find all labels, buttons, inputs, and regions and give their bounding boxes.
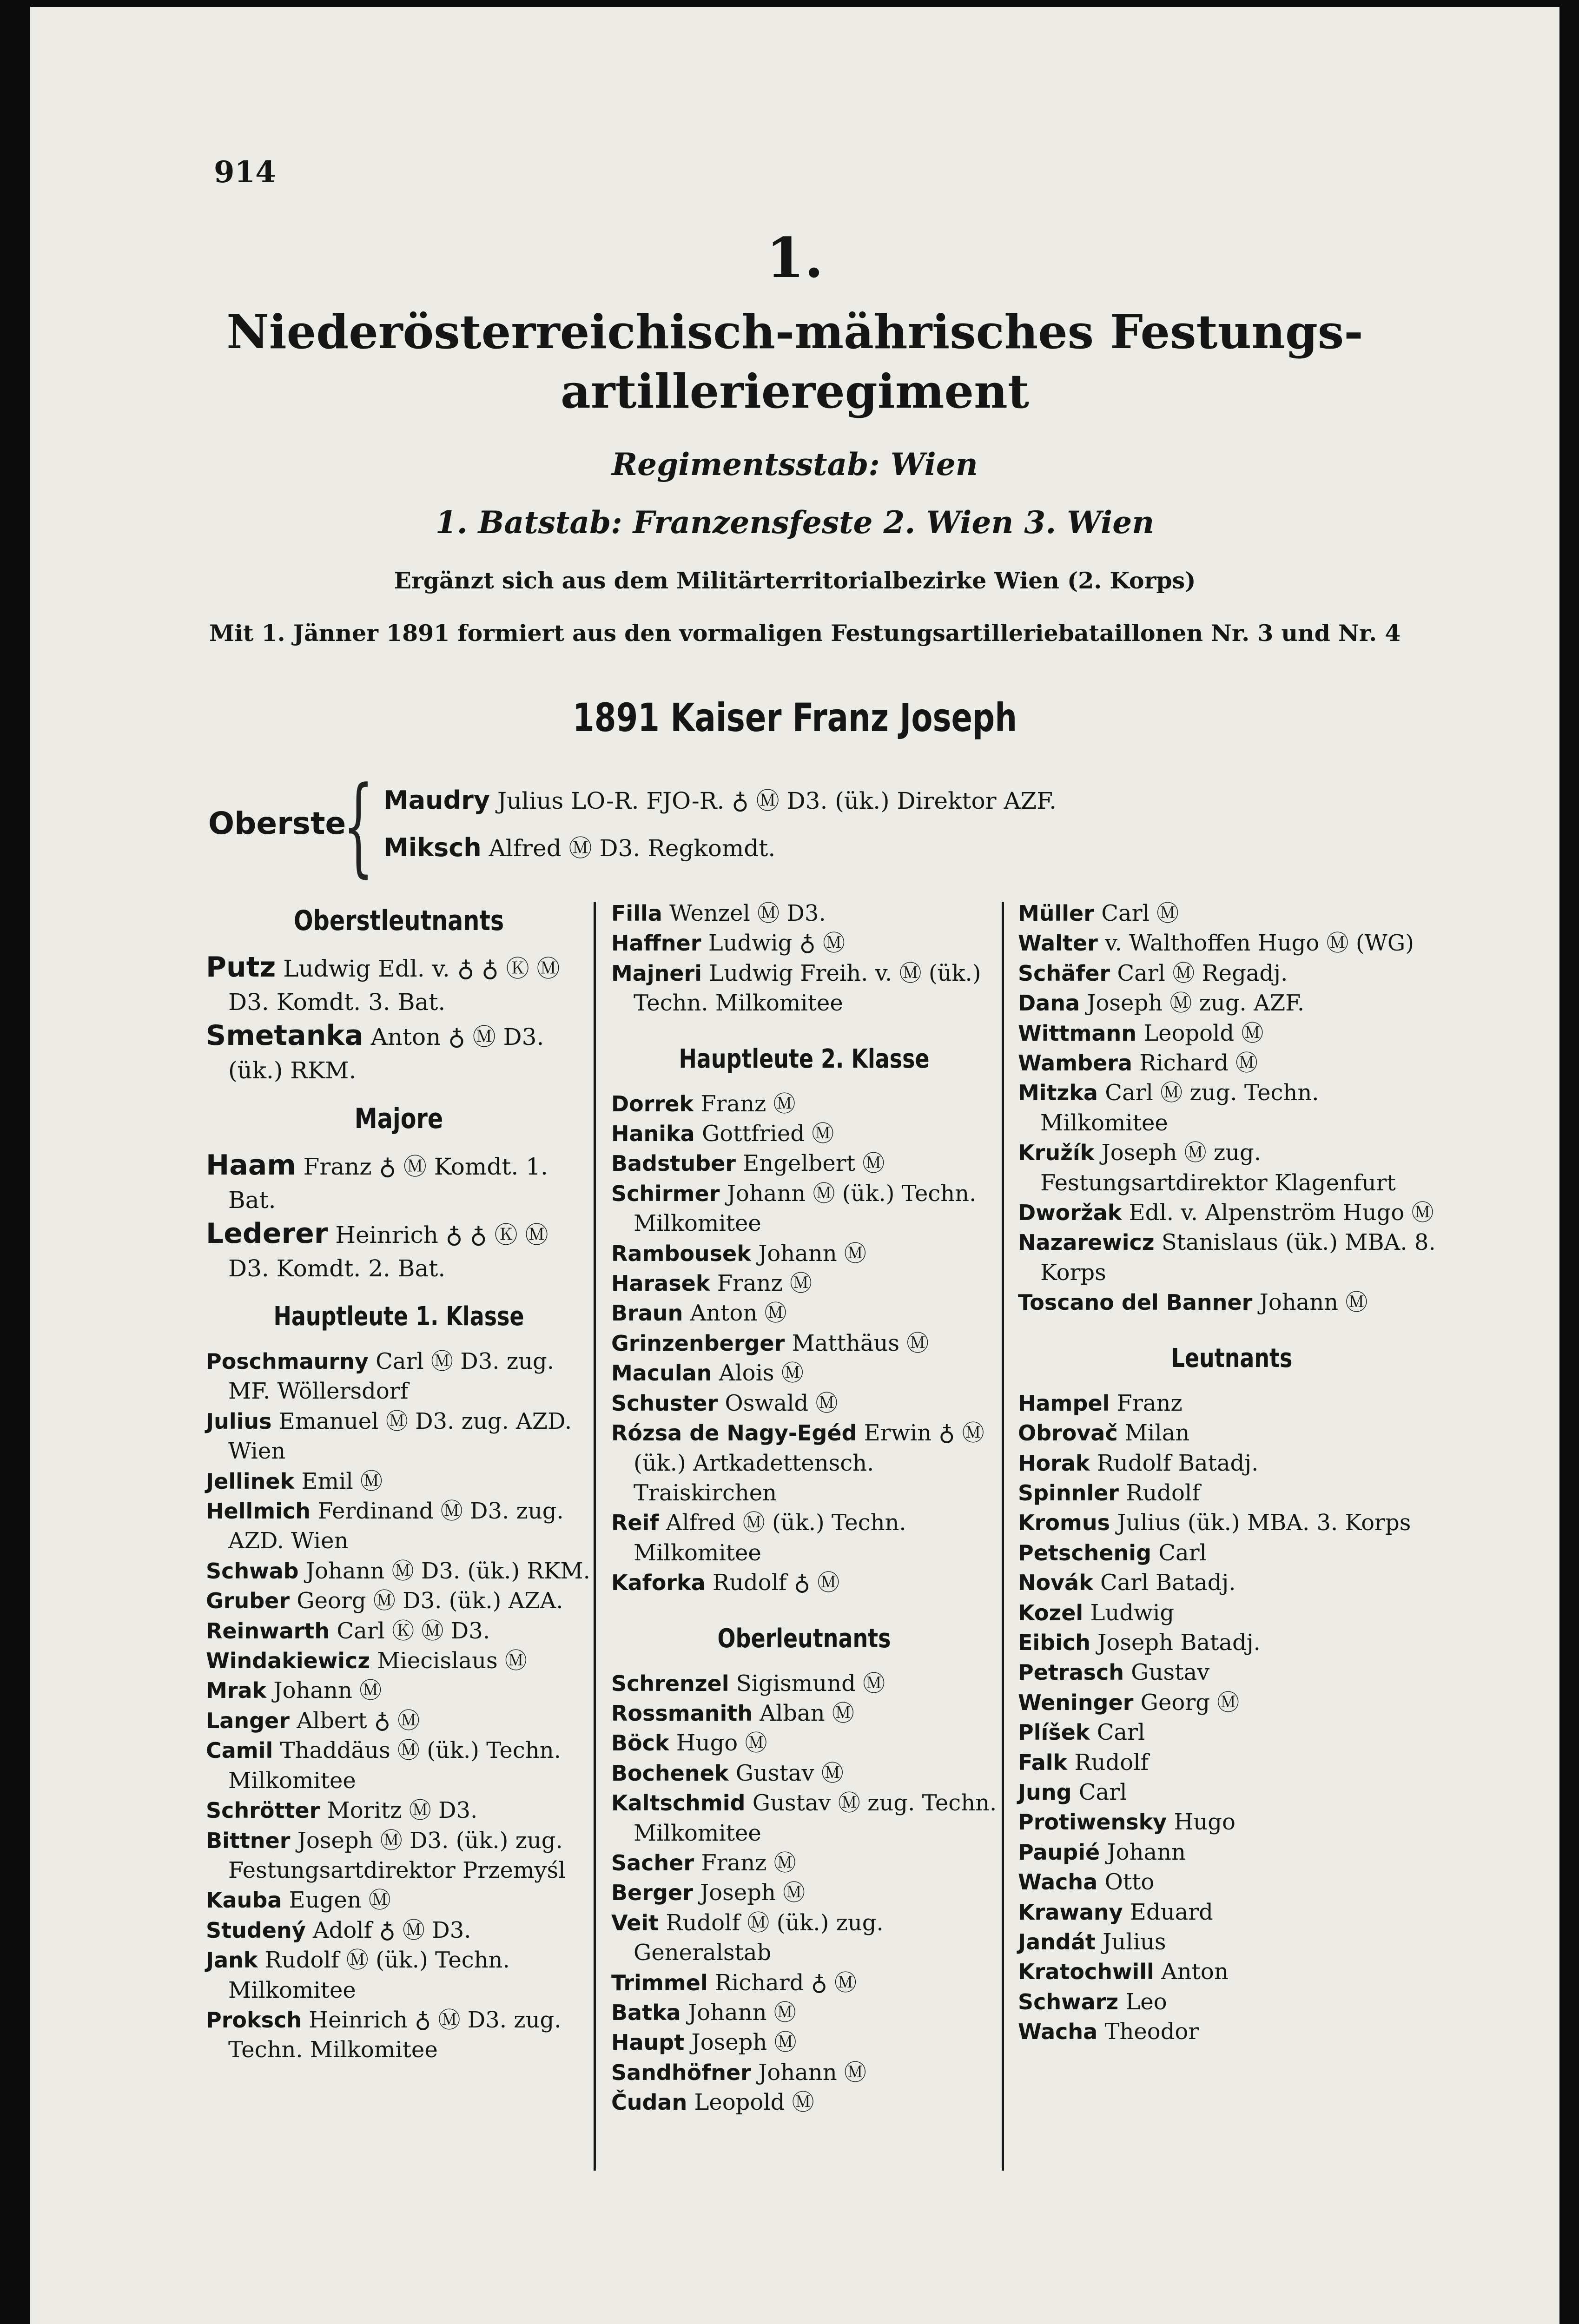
entry-name: Obrovač bbox=[1018, 1420, 1118, 1446]
entry-detail: Emanuel Ⓜ D3. zug. AZD. Wien bbox=[228, 1408, 572, 1465]
list-item bbox=[611, 1698, 997, 1728]
entry-name: Petrasch bbox=[1018, 1660, 1124, 1685]
entry-name: Mitzka bbox=[1018, 1080, 1098, 1106]
list-item bbox=[611, 1669, 997, 1698]
list-oberleutnants bbox=[611, 1669, 997, 2118]
entry-name: Mrak bbox=[206, 1678, 267, 1703]
entry-name: Schrenzel bbox=[611, 1670, 729, 1696]
entry-name: Putz bbox=[206, 951, 276, 984]
entry-detail: Engelbert Ⓜ bbox=[743, 1150, 885, 1177]
entry-detail: Alban Ⓜ bbox=[760, 1700, 854, 1726]
entry-name: Falk bbox=[1018, 1750, 1068, 1775]
list-item bbox=[206, 1149, 592, 1217]
entry-name: Trimmel bbox=[611, 1970, 708, 1995]
list-item bbox=[1018, 1987, 1446, 2017]
entry-name: Schwarz bbox=[1018, 1989, 1119, 2014]
list-item bbox=[206, 1826, 592, 1886]
entry-name: Maudry bbox=[383, 786, 490, 815]
entry-name: Studený bbox=[206, 1917, 306, 1943]
list-item bbox=[206, 1406, 592, 1466]
entry-name: Novák bbox=[1018, 1570, 1093, 1596]
list-item bbox=[1018, 1418, 1446, 1448]
entry-detail: Georg Ⓜ D3. (ük.) AZA. bbox=[297, 1588, 563, 1614]
entry-name: Windakiewicz bbox=[206, 1648, 370, 1674]
entry-detail: Johann Ⓜ bbox=[1259, 1289, 1368, 1316]
list-item bbox=[611, 1998, 997, 2027]
entry-name: Badstuber bbox=[611, 1151, 736, 1176]
entry-name: Hanika bbox=[611, 1121, 695, 1147]
entry-name: Reinwarth bbox=[206, 1618, 330, 1644]
list-item bbox=[1018, 1837, 1446, 1867]
list-item bbox=[611, 1298, 997, 1328]
list-item bbox=[1018, 1657, 1446, 1687]
entry-detail: Anton Ⓜ bbox=[690, 1300, 787, 1327]
entry-name: Hellmich bbox=[206, 1499, 311, 1524]
entry-detail: Carl bbox=[1078, 1779, 1127, 1805]
formation-note: Mit 1. Jänner 1891 formiert aus den vormaligen Festungsartilleriebataillonen Nr. 3 und Nr. 4 bbox=[209, 620, 1401, 647]
list-item bbox=[1018, 1897, 1446, 1927]
list-item bbox=[611, 1908, 997, 1968]
list-oberstleutnants bbox=[206, 951, 592, 1087]
entry-detail: Hugo bbox=[1174, 1809, 1235, 1835]
entry-detail: Carl Ⓚ Ⓜ D3. bbox=[337, 1618, 490, 1644]
section-heading: Leutnants bbox=[1171, 1343, 1293, 1373]
entry-detail: Theodor bbox=[1104, 2019, 1199, 2045]
entry-name: Sandhöfner bbox=[611, 2060, 751, 2085]
entry-name: Smetanka bbox=[206, 1019, 363, 1052]
entry-detail: v. Walthoffen Hugo Ⓜ (WG) bbox=[1105, 930, 1414, 957]
list-item bbox=[1018, 1748, 1446, 1777]
inhaber: 1891 Kaiser Franz Joseph bbox=[572, 695, 1017, 740]
entry-name: Wittmann bbox=[1018, 1020, 1136, 1046]
entry-name: Majneri bbox=[611, 960, 702, 986]
list-item bbox=[611, 1388, 997, 1418]
list-majore bbox=[206, 1149, 592, 1285]
list-item bbox=[611, 2087, 997, 2117]
list-item bbox=[611, 1788, 997, 1848]
entry-name: Schwab bbox=[206, 1558, 299, 1584]
document-page bbox=[30, 7, 1559, 2324]
list-item bbox=[206, 1676, 592, 1705]
entry-detail: Alois Ⓜ bbox=[719, 1360, 804, 1386]
list-item bbox=[611, 1968, 997, 1998]
entry-detail: Eduard bbox=[1130, 1899, 1213, 1925]
list-item bbox=[1018, 958, 1446, 988]
entry-detail: Anton bbox=[1161, 1959, 1229, 1985]
list-item bbox=[1018, 1448, 1446, 1478]
entry-detail: Carl Ⓜ D3. zug. MF. Wöllersdorf bbox=[228, 1348, 555, 1405]
list-item bbox=[206, 1616, 592, 1646]
entry-detail: Gustav bbox=[1131, 1659, 1210, 1686]
entry-name: Jellinek bbox=[206, 1468, 295, 1494]
entry-detail: Heinrich ♁ Ⓜ D3. zug. Techn. Milkomitee bbox=[228, 2007, 562, 2063]
entry-name: Berger bbox=[611, 1880, 693, 1906]
section-heading: Oberstleutnants bbox=[293, 905, 504, 937]
entry-detail: Otto bbox=[1104, 1869, 1155, 1895]
oberste-label: Oberste bbox=[208, 805, 346, 841]
entry-detail: Joseph Ⓜ D3. (ük.) zug. Festungsartdirektor Przemyśl bbox=[228, 1827, 566, 1883]
entry-name: Lederer bbox=[206, 1217, 328, 1250]
entry-name: Veit bbox=[611, 1910, 659, 1935]
entry-name: Proksch bbox=[206, 2007, 302, 2033]
list-item bbox=[611, 2058, 997, 2087]
column-divider bbox=[594, 902, 596, 2171]
entry-detail: Johann Ⓜ bbox=[758, 1240, 866, 1267]
entry-name: Kaforka bbox=[611, 1570, 706, 1596]
entry-detail: Franz bbox=[1117, 1390, 1183, 1416]
entry-name: Kromus bbox=[1018, 1510, 1110, 1536]
list-item bbox=[611, 1508, 997, 1568]
entry-name: Gruber bbox=[206, 1588, 290, 1614]
entry-name: Krawany bbox=[1018, 1899, 1123, 1925]
entry-name: Wacha bbox=[1018, 2019, 1098, 2045]
list-item bbox=[206, 1347, 592, 1406]
section-heading: Oberleutnants bbox=[717, 1623, 891, 1654]
entry-detail: Ludwig bbox=[1090, 1599, 1175, 1626]
entry-name: Wambera bbox=[1018, 1050, 1132, 1076]
brace-glyph: { bbox=[343, 764, 374, 888]
entry-detail: Johann Ⓜ bbox=[688, 2000, 796, 2026]
entry-detail: Albert ♁ Ⓜ bbox=[297, 1707, 420, 1734]
list-hauptleute-2 bbox=[611, 1089, 997, 1598]
entry-detail: Erwin ♁ Ⓜ (ük.) Artkadettensch. Traiskirchen bbox=[634, 1420, 984, 1506]
entry-name: Braun bbox=[611, 1301, 683, 1326]
entry-name: Kružík bbox=[1018, 1140, 1095, 1166]
list-item bbox=[206, 1915, 592, 1945]
list-item bbox=[1018, 1628, 1446, 1657]
entry-name: Walter bbox=[1018, 931, 1098, 956]
entry-detail: Rudolf Ⓜ (ük.) zug. Generalstab bbox=[634, 1909, 884, 1966]
entry-name: Kozel bbox=[1018, 1600, 1083, 1625]
list-item bbox=[1018, 1198, 1446, 1228]
oberst-entry bbox=[383, 830, 775, 863]
entry-detail: Franz Ⓜ bbox=[717, 1270, 813, 1297]
entry-detail: Edl. v. Alpenström Hugo Ⓜ bbox=[1129, 1200, 1434, 1226]
list-item bbox=[611, 1848, 997, 1878]
entry-detail: Carl Batadj. bbox=[1100, 1570, 1236, 1596]
entry-name: Jank bbox=[206, 1948, 258, 1973]
entry-name: Langer bbox=[206, 1708, 290, 1733]
list-item bbox=[1018, 928, 1446, 958]
entry-name: Kauba bbox=[206, 1888, 282, 1913]
list-item bbox=[611, 1568, 997, 1598]
entry-name: Dworžak bbox=[1018, 1200, 1122, 1226]
entry-name: Horak bbox=[1018, 1450, 1090, 1476]
entry-name: Wacha bbox=[1018, 1869, 1098, 1895]
list-item bbox=[206, 1217, 592, 1285]
entry-detail: Franz Ⓜ bbox=[700, 1090, 796, 1117]
list-item bbox=[611, 1119, 997, 1149]
entry-detail: Carl Ⓜ Regadj. bbox=[1117, 960, 1288, 986]
entry-detail: Leopold Ⓜ bbox=[1143, 1020, 1264, 1046]
entry-detail: Leo bbox=[1125, 1988, 1167, 2015]
entry-detail: Stanislaus (ük.) MBA. 8. Korps bbox=[1040, 1229, 1436, 1286]
entry-detail: Ferdinand Ⓜ D3. zug. AZD. Wien bbox=[228, 1498, 564, 1554]
entry-detail: Leopold Ⓜ bbox=[694, 2089, 814, 2116]
list-leutnants bbox=[1018, 1388, 1446, 2047]
list-item bbox=[1018, 1568, 1446, 1598]
entry-name: Protiwensky bbox=[1018, 1809, 1167, 1835]
entry-detail: Franz ♁ Ⓜ Komdt. 1. Bat. bbox=[228, 1153, 548, 1214]
entry-name: Batka bbox=[611, 2000, 681, 2025]
list-item bbox=[1018, 1927, 1446, 1957]
list-item bbox=[611, 1878, 997, 1908]
entry-detail: Richard Ⓜ bbox=[1139, 1050, 1258, 1076]
entry-name: Nazarewicz bbox=[1018, 1230, 1155, 1255]
list-item bbox=[1018, 1957, 1446, 1987]
column-2 bbox=[611, 898, 997, 2118]
entry-name: Maculan bbox=[611, 1360, 712, 1386]
oberst-entry bbox=[383, 782, 1057, 816]
entry-detail: Johann bbox=[1107, 1839, 1186, 1865]
entry-detail: Carl Ⓜ zug. Techn. Milkomitee bbox=[1040, 1080, 1319, 1136]
entry-detail: Joseph Ⓜ bbox=[700, 1880, 806, 1906]
entry-detail: Joseph Ⓜ zug. Festungsartdirektor Klagenfurt bbox=[1040, 1140, 1396, 1196]
list-item bbox=[206, 1796, 592, 1825]
entry-name: Schirmer bbox=[611, 1181, 720, 1206]
list-item bbox=[611, 1358, 997, 1388]
entry-name: Miksch bbox=[383, 833, 482, 862]
title-line-1: Niederösterreichisch-mährisches Festungs- bbox=[226, 304, 1363, 359]
list-item bbox=[1018, 1228, 1446, 1287]
list-item bbox=[1018, 1777, 1446, 1807]
list-item bbox=[1018, 1598, 1446, 1628]
list-item bbox=[206, 1496, 592, 1556]
section-heading: Majore bbox=[354, 1103, 443, 1135]
list-item bbox=[1018, 1388, 1446, 1418]
entry-name: Paupié bbox=[1018, 1839, 1100, 1865]
entry-name: Müller bbox=[1018, 901, 1094, 926]
list-item bbox=[206, 951, 592, 1019]
entry-detail: Rudolf bbox=[1126, 1479, 1201, 1506]
entry-name: Sacher bbox=[611, 1850, 694, 1875]
list-continued bbox=[1018, 898, 1446, 1318]
list-item bbox=[1018, 898, 1446, 928]
entry-name: Weninger bbox=[1018, 1690, 1134, 1715]
regiment-title bbox=[30, 302, 1559, 421]
entry-name: Harasek bbox=[611, 1271, 710, 1296]
list-item bbox=[206, 1586, 592, 1616]
list-item bbox=[611, 928, 997, 958]
list-item bbox=[611, 1728, 997, 1758]
entry-name: Kratochwill bbox=[1018, 1959, 1154, 1985]
entry-name: Böck bbox=[611, 1730, 669, 1756]
list-item bbox=[1018, 2017, 1446, 2047]
entry-detail: Julius bbox=[1103, 1929, 1166, 1955]
column-3 bbox=[1018, 898, 1446, 2047]
entry-name: Camil bbox=[206, 1738, 273, 1763]
entry-name: Bittner bbox=[206, 1828, 291, 1853]
list-item bbox=[1018, 988, 1446, 1018]
entry-name: Haam bbox=[206, 1149, 296, 1182]
entry-detail: Sigismund Ⓜ bbox=[736, 1670, 885, 1697]
entry-detail: Ludwig ♁ Ⓜ bbox=[708, 930, 845, 957]
list-item bbox=[611, 1179, 997, 1239]
entry-detail: Gottfried Ⓜ bbox=[701, 1121, 834, 1147]
list-item bbox=[1018, 1688, 1446, 1717]
list-item bbox=[1018, 1287, 1446, 1317]
entry-name: Filla bbox=[611, 901, 662, 926]
entry-detail: Franz Ⓜ bbox=[701, 1849, 796, 1876]
list-item bbox=[611, 1149, 997, 1178]
entry-name: Bochenek bbox=[611, 1760, 729, 1786]
list-item bbox=[611, 1758, 997, 1788]
page-number: 914 bbox=[214, 155, 276, 190]
entry-detail: Johann Ⓜ bbox=[273, 1677, 382, 1704]
entry-detail: Oswald Ⓜ bbox=[725, 1390, 838, 1416]
list-item bbox=[611, 898, 997, 928]
entry-detail: Milan bbox=[1124, 1420, 1190, 1446]
list-item bbox=[611, 1418, 997, 1508]
entry-name: Rossmanith bbox=[611, 1700, 753, 1726]
column-divider bbox=[1002, 902, 1004, 2171]
entry-name: Reif bbox=[611, 1510, 659, 1536]
entry-detail: Wenzel Ⓜ D3. bbox=[669, 900, 826, 926]
entry-detail: Anton ♁ Ⓜ D3. (ük.) RKM. bbox=[228, 1023, 544, 1084]
list-item bbox=[1018, 1807, 1446, 1837]
entry-detail: Georg Ⓜ bbox=[1140, 1689, 1240, 1716]
list-continued bbox=[611, 898, 997, 1018]
list-item bbox=[1018, 1867, 1446, 1897]
batstab: 1. Batstab: Franzensfeste 2. Wien 3. Wien bbox=[435, 504, 1155, 541]
entry-detail: Miecislaus Ⓜ bbox=[377, 1648, 527, 1674]
entry-detail: Carl bbox=[1158, 1539, 1207, 1566]
list-item bbox=[1018, 1538, 1446, 1568]
entry-detail: Carl bbox=[1097, 1719, 1145, 1746]
entry-detail: Gustav Ⓜ zug. Techn. Milkomitee bbox=[634, 1790, 997, 1846]
entry-name: Grinzenberger bbox=[611, 1330, 785, 1356]
list-item bbox=[206, 1466, 592, 1496]
entry-detail: Joseph Batadj. bbox=[1097, 1629, 1261, 1656]
list-item bbox=[1018, 1078, 1446, 1138]
entry-detail: Ludwig Freih. v. Ⓜ (ük.) Techn. Milkomitee bbox=[634, 960, 981, 1017]
entry-detail: Carl Ⓜ bbox=[1101, 900, 1179, 926]
entry-name: Jandát bbox=[1018, 1929, 1096, 1954]
entry-name: Plíšek bbox=[1018, 1720, 1090, 1745]
entry-name: Schrötter bbox=[206, 1798, 320, 1823]
list-item bbox=[1018, 1018, 1446, 1048]
entry-name: Rambousek bbox=[611, 1241, 751, 1266]
entry-name: Toscano del Banner bbox=[1018, 1290, 1253, 1315]
list-hauptleute-1 bbox=[206, 1347, 592, 2065]
entry-name: Dana bbox=[1018, 990, 1080, 1016]
entry-detail: Joseph Ⓜ bbox=[691, 2029, 797, 2056]
entry-detail: Julius (ük.) MBA. 3. Korps bbox=[1117, 1510, 1411, 1536]
list-item bbox=[1018, 1048, 1446, 1078]
list-item bbox=[611, 2027, 997, 2057]
list-item bbox=[206, 2005, 592, 2065]
entry-detail: Johann Ⓜ (ük.) Techn. Milkomitee bbox=[634, 1180, 977, 1237]
entry-name: Spinnler bbox=[1018, 1480, 1119, 1505]
entry-name: Dorrek bbox=[611, 1091, 694, 1116]
list-item bbox=[206, 1019, 592, 1087]
list-item bbox=[611, 958, 997, 1018]
entry-detail: Rudolf ♁ Ⓜ bbox=[712, 1570, 840, 1596]
list-item bbox=[206, 1556, 592, 1586]
entry-name: Poschmaurny bbox=[206, 1349, 369, 1374]
section-heading: Hauptleute 1. Klasse bbox=[273, 1301, 524, 1332]
title-line-2: artillerieregiment bbox=[560, 364, 1030, 419]
list-item bbox=[206, 1885, 592, 1915]
regimentsstab: Regimentsstab: Wien bbox=[612, 446, 978, 482]
ergaenzung: Ergänzt sich aus dem Militärterritorialbezirke Wien (2. Korps) bbox=[394, 567, 1196, 594]
entry-name: Jung bbox=[1018, 1779, 1072, 1805]
entry-detail: Rudolf Ⓜ (ük.) Techn. Milkomitee bbox=[228, 1947, 510, 2003]
section-heading: Hauptleute 2. Klasse bbox=[679, 1043, 930, 1074]
list-item bbox=[611, 1239, 997, 1268]
list-item bbox=[206, 1945, 592, 2005]
entry-name: Eibich bbox=[1018, 1630, 1090, 1655]
entry-name: Haffner bbox=[611, 931, 701, 956]
entry-detail: Rudolf Batadj. bbox=[1097, 1450, 1259, 1476]
list-item bbox=[611, 1089, 997, 1119]
entry-detail: Rudolf bbox=[1074, 1749, 1149, 1776]
list-item bbox=[1018, 1478, 1446, 1508]
list-item bbox=[206, 1736, 592, 1796]
entry-detail: Emil Ⓜ bbox=[301, 1468, 383, 1494]
list-item bbox=[206, 1646, 592, 1676]
entry-detail: Alfred Ⓜ D3. Regkomdt. bbox=[489, 835, 776, 862]
list-item bbox=[611, 1328, 997, 1358]
entry-detail: Gustav Ⓜ bbox=[735, 1760, 844, 1786]
entry-name: Haupt bbox=[611, 2030, 685, 2055]
entry-detail: Moritz Ⓜ D3. bbox=[327, 1797, 478, 1824]
entry-detail: Adolf ♁ Ⓜ D3. bbox=[313, 1917, 471, 1943]
regiment-number: 1. bbox=[766, 225, 824, 290]
entry-detail: Johann Ⓜ bbox=[758, 2059, 866, 2086]
entry-name: Petschenig bbox=[1018, 1540, 1151, 1565]
entry-name: Čudan bbox=[611, 2090, 687, 2115]
entry-name: Rózsa de Nagy-Egéd bbox=[611, 1420, 857, 1446]
list-item bbox=[1018, 1508, 1446, 1538]
column-1 bbox=[206, 898, 592, 2065]
entry-detail: Ludwig Edl. v. ♁ ♁ Ⓚ Ⓜ D3. Komdt. 3. Bat. bbox=[228, 955, 560, 1016]
list-item bbox=[1018, 1717, 1446, 1747]
entry-detail: Johann Ⓜ D3. (ük.) RKM. bbox=[305, 1558, 590, 1584]
entry-detail: Heinrich ♁ ♁ Ⓚ Ⓜ D3. Komdt. 2. Bat. bbox=[228, 1221, 548, 1282]
entry-detail: Thaddäus Ⓜ (ük.) Techn. Milkomitee bbox=[228, 1737, 561, 1794]
list-item bbox=[611, 1268, 997, 1298]
entry-name: Kaltschmid bbox=[611, 1790, 746, 1816]
entry-detail: Joseph Ⓜ zug. AZF. bbox=[1087, 990, 1305, 1017]
entry-detail: Alfred Ⓜ (ük.) Techn. Milkomitee bbox=[634, 1510, 906, 1566]
entry-detail: Matthäus Ⓜ bbox=[792, 1330, 929, 1356]
entry-detail: Julius LO-R. FJO-R. ♁ Ⓜ D3. (ük.) Direktor AZF. bbox=[497, 787, 1057, 814]
list-item bbox=[1018, 1138, 1446, 1198]
entry-name: Schäfer bbox=[1018, 960, 1110, 986]
entry-name: Schuster bbox=[611, 1390, 718, 1416]
entry-name: Julius bbox=[206, 1408, 272, 1434]
entry-detail: Eugen Ⓜ bbox=[289, 1887, 391, 1914]
entry-detail: Hugo Ⓜ bbox=[676, 1730, 767, 1756]
entry-detail: Richard ♁ Ⓜ bbox=[714, 1969, 857, 1996]
list-item bbox=[206, 1706, 592, 1736]
entry-name: Hampel bbox=[1018, 1390, 1110, 1416]
